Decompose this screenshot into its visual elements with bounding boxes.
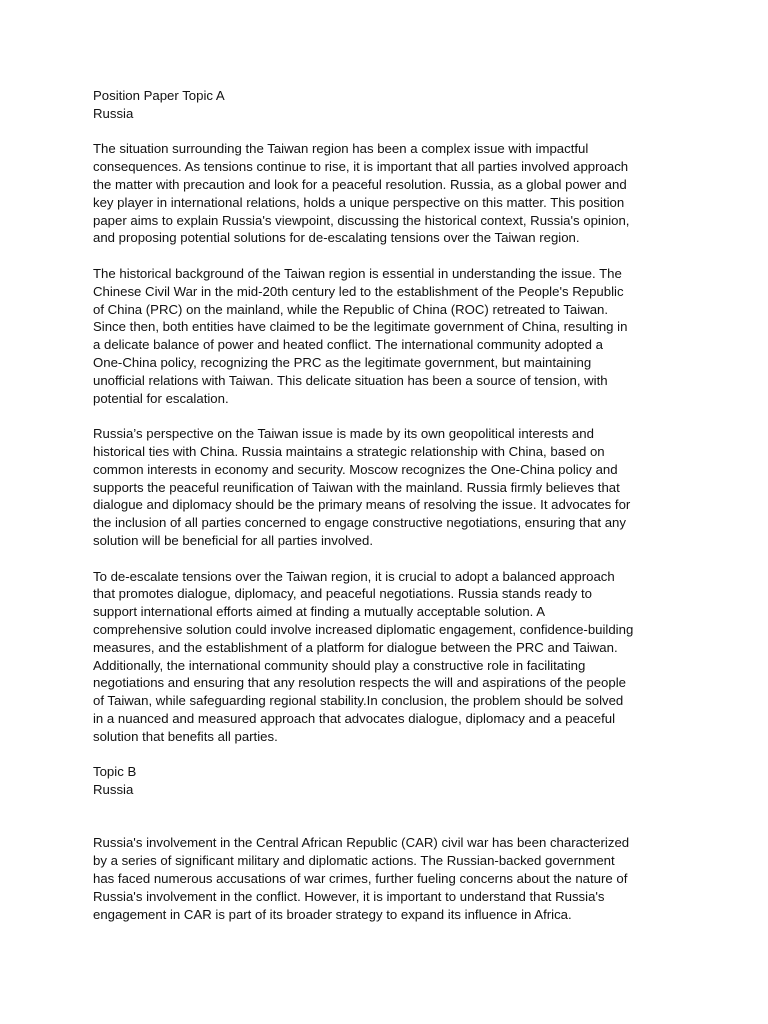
text-line: has faced numerous accusations of war crimes, further fueling concerns about the nature of <box>93 871 628 887</box>
text-line: The situation surrounding the Taiwan region has been a complex issue with impactful <box>93 141 589 157</box>
text-line: key player in international relations, holds a unique perspective on this matter. This position <box>93 194 625 210</box>
text-line: the inclusion of all parties concerned to engage constructive negotiations, ensuring that any <box>93 515 626 531</box>
text-line: in a nuanced and measured approach that advocates dialogue, diplomacy and a peaceful <box>93 710 616 726</box>
topic-b-country: Russia <box>93 782 134 798</box>
text-line: unofficial relations with Taiwan. This delicate situation has been a source of tension, with <box>93 372 608 388</box>
text-line: Russia’s perspective on the Taiwan issue is made by its own geopolitical interests and <box>93 426 594 442</box>
text-line: that promotes dialogue, diplomacy, and peaceful negotiations. Russia stands ready to <box>93 586 592 602</box>
text-line: measures, and the establishment of a platform for dialogue between the PRC and Taiwan. <box>93 639 618 655</box>
text-line: a delicate balance of power and heated conflict. The international community adopted a <box>93 337 604 353</box>
text-line: To de-escalate tensions over the Taiwan region, it is crucial to adopt a balanced approach <box>93 568 615 584</box>
text-line: of China (PRC) on the mainland, while the Republic of China (ROC) retreated to Taiwan. <box>93 301 609 317</box>
text-line: Russia's involvement in the Central African Republic (CAR) civil war has been characterized <box>93 835 630 851</box>
document-page <box>93 87 683 941</box>
text-line: by a series of significant military and diplomatic actions. The Russian-backed government <box>93 853 615 869</box>
text-line: Chinese Civil War in the mid-20th century led to the establishment of the People's Republic <box>93 283 624 299</box>
topic-a-title: Position Paper Topic A <box>93 88 225 103</box>
text-line: negotiations and ensuring that any resolution respects the will and aspirations of the people <box>93 675 626 691</box>
topic-a-paragraph-1 <box>93 140 683 247</box>
text-line: the matter with precaution and look for a peaceful resolution. Russia, as a global power and <box>93 176 627 192</box>
topic-a-paragraph-3 <box>93 425 683 550</box>
text-line: Additionally, the international community should play a constructive role in facilitating <box>93 657 586 673</box>
text-line: Since then, both entities have claimed to be the legitimate government of China, resulting in <box>93 319 628 335</box>
topic-a-country: Russia <box>93 105 134 121</box>
text-line: of Taiwan, while safeguarding regional stability.In conclusion, the problem should be solved <box>93 693 624 709</box>
text-line: and proposing potential solutions for de-escalating tensions over the Taiwan region. <box>93 230 580 246</box>
text-line: common interests in economy and security. Moscow recognizes the One-China policy and <box>93 461 618 477</box>
text-line: engagement in CAR is part of its broader strategy to expand its influence in Africa. <box>93 906 572 922</box>
topic-b-title: Topic B <box>93 764 137 780</box>
text-line: One-China policy, recognizing the PRC as the legitimate government, but maintaining <box>93 354 592 370</box>
text-line: dialogue and diplomacy should be the primary means of resolving the issue. It advocates for <box>93 497 631 513</box>
text-line: potential for escalation. <box>93 390 229 406</box>
topic-b-paragraph-1 <box>93 834 683 923</box>
text-line: supports the peaceful reunification of Taiwan with the mainland. Russia firmly believes that <box>93 479 620 495</box>
topic-a-heading <box>93 87 683 123</box>
text-line: support international efforts aimed at finding a mutually acceptable solution. A <box>93 604 546 620</box>
topic-a-paragraph-4 <box>93 568 683 746</box>
text-line: solution that benefits all parties. <box>93 728 278 744</box>
text-line: solution will be beneficial for all parties involved. <box>93 532 374 548</box>
text-line: comprehensive solution could involve increased diplomatic engagement, confidence-building <box>93 621 634 637</box>
text-line: The historical background of the Taiwan region is essential in understanding the issue. The <box>93 265 622 281</box>
topic-a-paragraph-2 <box>93 265 683 407</box>
text-line: historical ties with China. Russia maintains a strategic relationship with China, based on <box>93 443 605 459</box>
text-line: consequences. As tensions continue to rise, it is important that all parties involved approach <box>93 159 629 175</box>
text-line: paper aims to explain Russia's viewpoint, discussing the historical context, Russia's opinion, <box>93 212 630 228</box>
text-line: Russia's involvement in the conflict. However, it is important to understand that Russia's <box>93 888 605 904</box>
topic-b-heading <box>93 763 683 799</box>
